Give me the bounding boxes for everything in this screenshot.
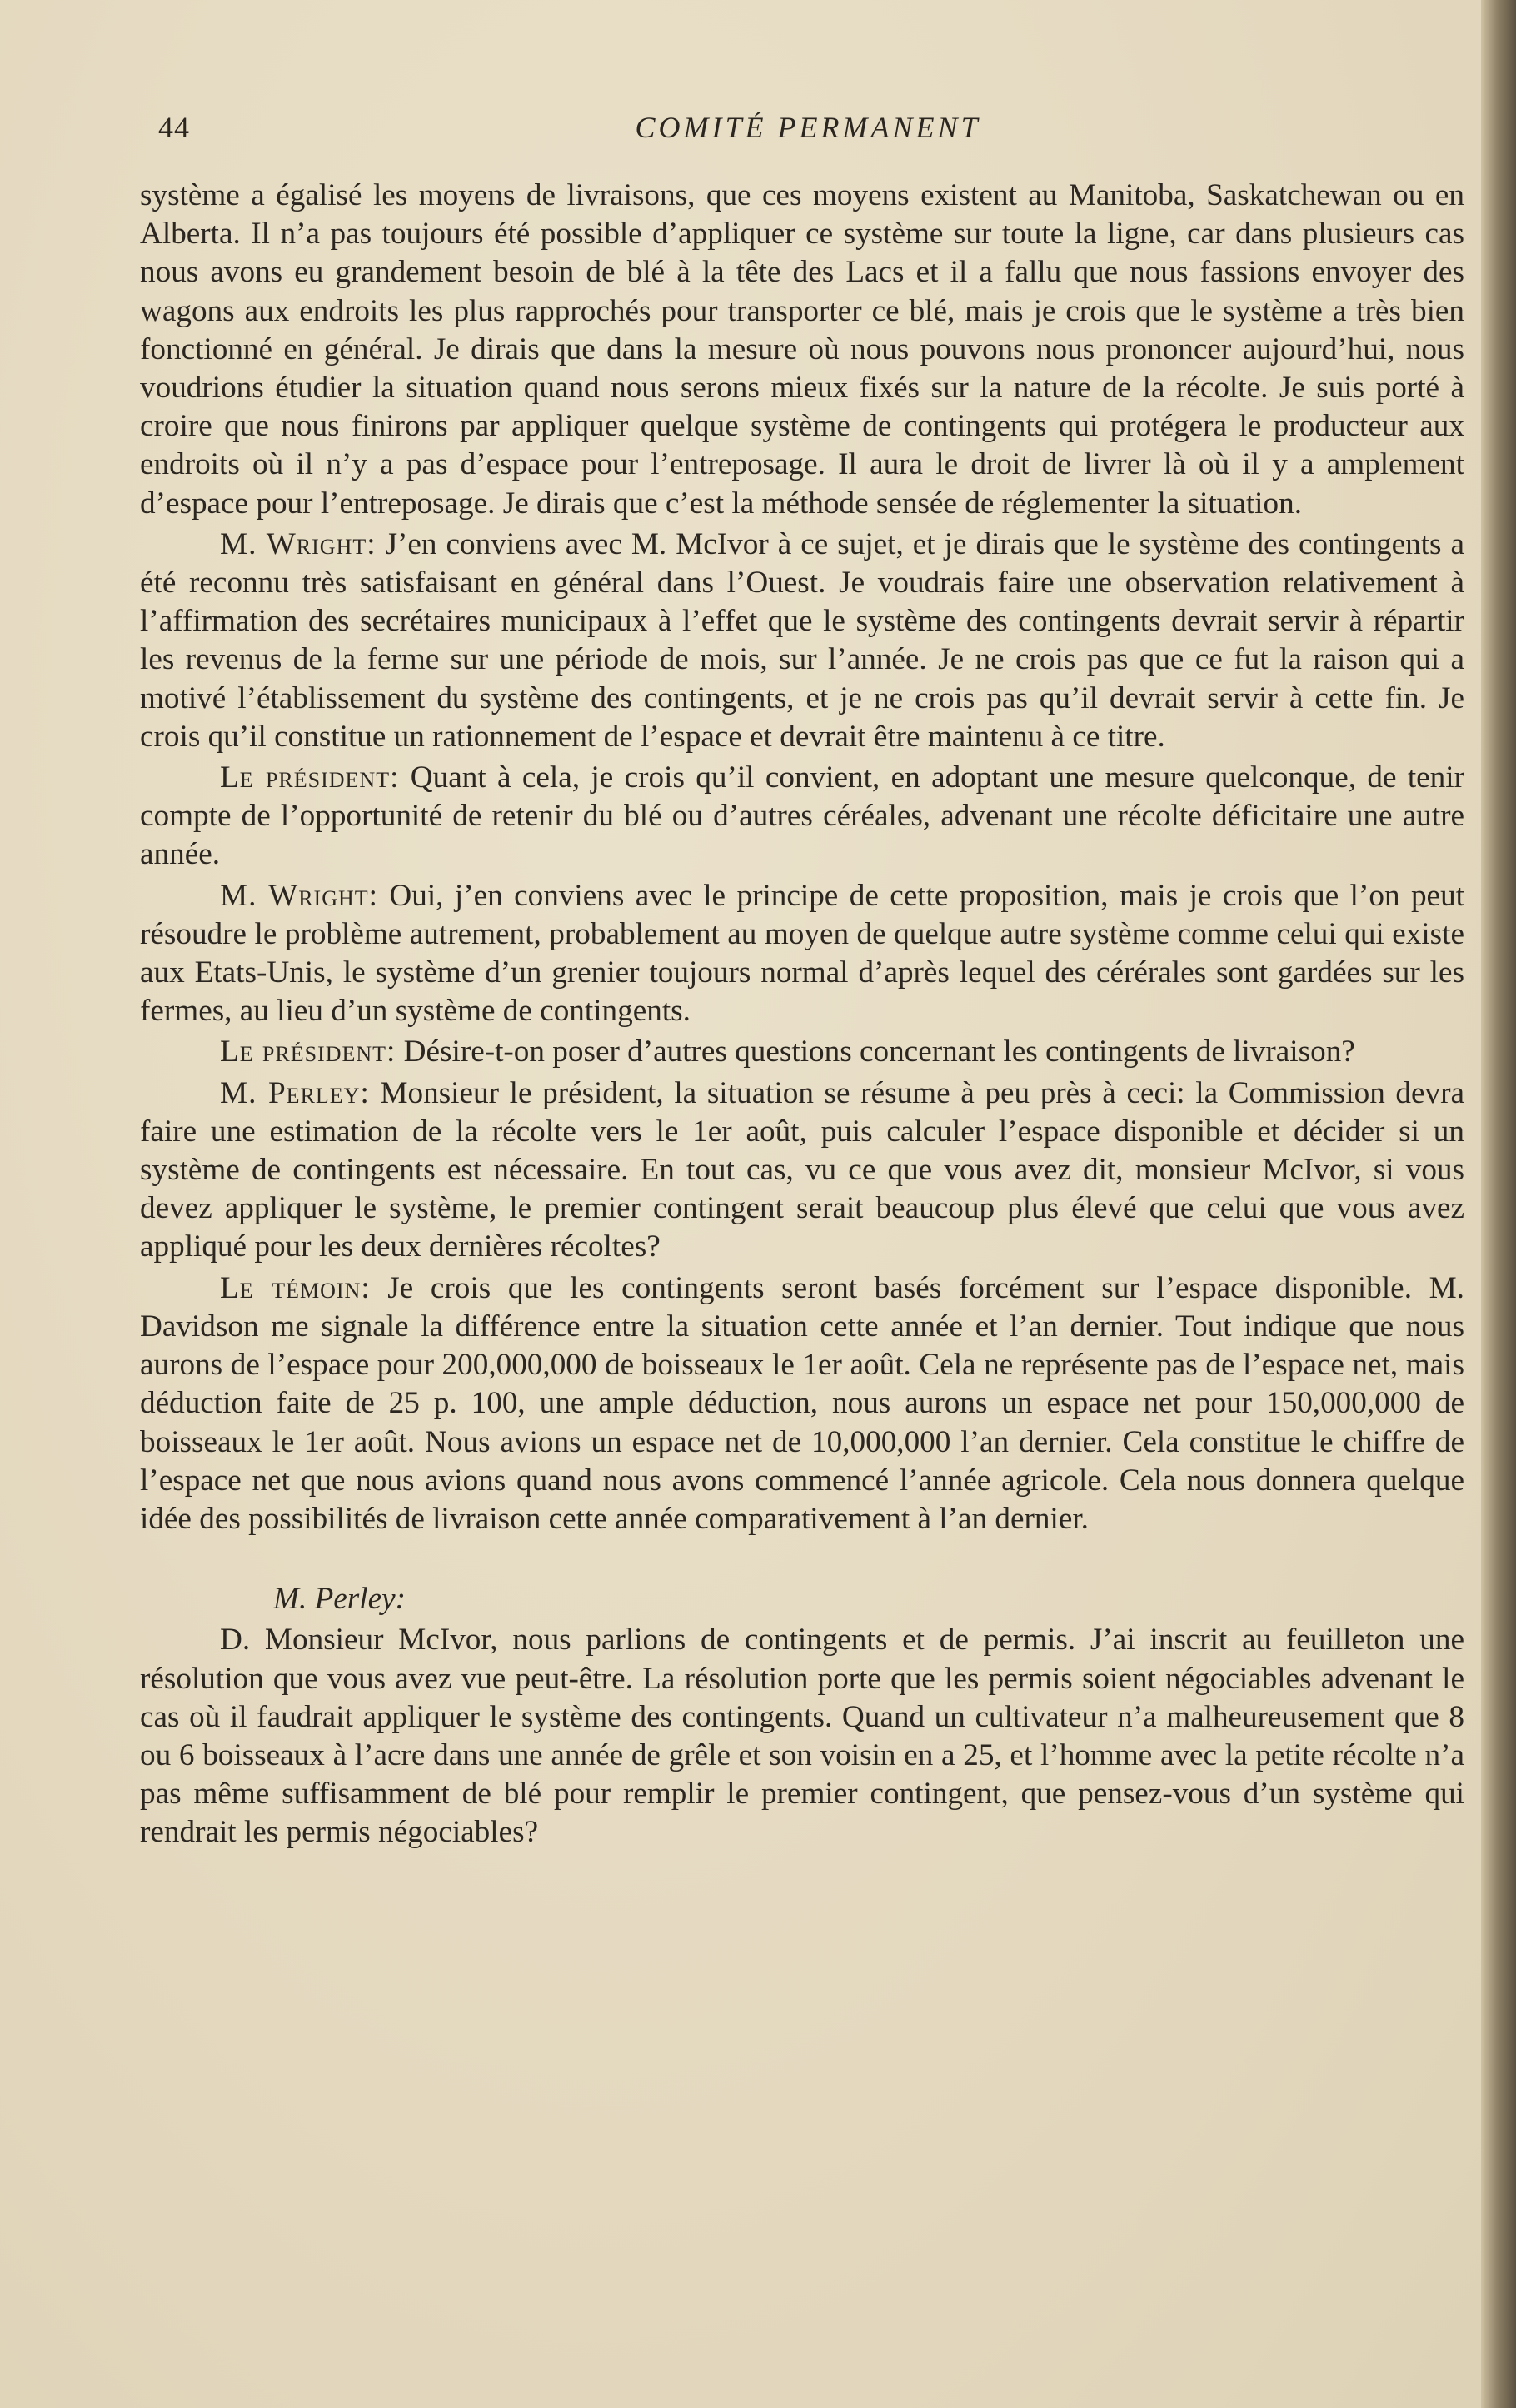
paragraph-8: D. Monsieur McIvor, nous parlions de contingents et de permis. J’ai inscrit au feuilleton une résolution que vous avez vue peut-être. La résolution porte que les permis soient négociables advenant le cas où il faudrait appliquer le système des contingents. Quand un cultivateur n’a malheureusement que 8 ou 6 boisseaux à l’acre dans une année de grêle et son voisin en a 25, et l’homme avec la petite récolte n’a pas même suffisamment de blé pour remplir le premier contingent, que pensez-vous d’un système qui rendrait les permis négociables? <box>140 1623 1464 1850</box>
body-text <box>140 177 1464 1852</box>
paragraph-5-text: Désire-t-on poser d’autres questions concernant les contingents de livraison? <box>396 1034 1355 1069</box>
paragraph-4 <box>140 877 1464 1031</box>
speaker-name: M. Perley: <box>220 1075 370 1110</box>
paragraph-1: système a égalisé les moyens de livraisons, que ces moyens existent au Manitoba, Saskatchewan ou en Alberta. Il n’a pas toujours été possible d’appliquer ce système sur toute la ligne, car dans plusieurs cas nous avons eu grandement besoin de blé à la tête des Lacs et il a fallu que nous fassions envoyer des wagons aux endroits les plus rapprochés pour transporter ce blé, mais je crois que le système a très bien fonctionné en général. Je dirais que dans la mesure où nous pouvons nous prononcer aujourd’hui, nous voudrions étudier la situation quand nous serons mieux fixés sur la nature de la récolte. Je suis porté à croire que nous finirons par appliquer quelque système de contingents qui protégera le producteur aux endroits où il n’y a pas d’espace pour l’entreposage. Il aura le droit de livrer là où il y a amplement d’espace pour l’entreposage. Je dirais que c’est la méthode sensée de réglementer la situation. <box>140 178 1464 521</box>
page-number: 44 <box>158 111 190 144</box>
paragraph-3-text: Quant à cela, je crois qu’il convient, en adoptant une mesure quelconque, de tenir compte de l’opportunité de retenir du blé ou d’autres céréales, advenant une récolte déficitaire une autre année. <box>140 760 1464 872</box>
paragraph-2-text: J’en conviens avec M. McIvor à ce sujet, et je dirais que le système des contingents a été reconnu très satisfaisant en général dans l’Ouest. Je voudrais faire une observation relativement à l’affirmation des secrétaires municipaux à l’effet que le système des contingents devrait servir à répartir les revenus de la ferme sur une période de mois, sur l’année. Je ne crois pas que ce fut la raison qui a motivé l’établissement du système des contingents, et je ne crois pas qu’il devrait servir à cette fin. Je crois qu’il constitue un rationnement de l’espace et devrait être maintenu à ce titre. <box>140 526 1464 754</box>
paragraph-6-text: Monsieur le président, la situation se résume à peu près à ceci: la Commission devra faire une estimation de la récolte vers le 1er août, puis calculer l’espace disponible et décider si un système de contingents est nécessaire. En tout cas, vu ce que vous avez dit, monsieur McIvor, si vous devez appliquer le système, le premier contingent serait beaucoup plus élevé que celui que vous avez appliqué pour les deux dernières récoltes? <box>140 1075 1465 1264</box>
paragraph-3 <box>140 759 1464 875</box>
speaker-name: Le président: <box>220 760 400 795</box>
speaker-name: Le témoin: <box>220 1270 371 1305</box>
page-header <box>158 110 1458 160</box>
speaker-name: M. Wright: <box>220 526 377 561</box>
paragraph-7-text: Je crois que les contingents seront basés forcément sur l’espace disponible. M. Davidson me signale la différence entre la situation cette année et l’an dernier. Tout indique que nous aurons de l’espace pour 200,000,000 de boisseaux le 1er août. Cela ne représente pas de l’espace net, mais déduction faite de 25 p. 100, une ample déduction, nous aurons un espace net pour 150,000,000 de boisseaux le 1er août. Nous avions un espace net de 10,000,000 l’an dernier. Cela constitue le chiffre de l’espace net que nous avions quand nous avons commencé l’année agricole. Cela nous donnera quelque idée des possibilités de livraison cette année comparativement à l’an dernier. <box>140 1270 1464 1536</box>
page-binding-edge <box>1481 0 1516 2408</box>
speaker-name: Le président: <box>220 1034 396 1069</box>
paragraph-5 <box>140 1033 1464 1071</box>
paragraph-7 <box>140 1269 1464 1538</box>
paragraph-6 <box>140 1074 1464 1267</box>
paragraph-2 <box>140 526 1464 756</box>
paragraph-4-text: Oui, j’en conviens avec le principe de cette proposition, mais je crois que l’on peut résoudre le problème autrement, probablement au moyen de quelque autre système comme celui qui existe aux Etats-Unis, le système d’un grenier toujours normal d’après lequel des cérérales sont gardées sur les fermes, au lieu d’un système de contingents. <box>140 878 1464 1029</box>
section-heading: M. Perley: <box>273 1582 406 1617</box>
running-title: COMITÉ PERMANENT <box>635 111 981 144</box>
speaker-name: M. Wright: <box>220 878 378 913</box>
